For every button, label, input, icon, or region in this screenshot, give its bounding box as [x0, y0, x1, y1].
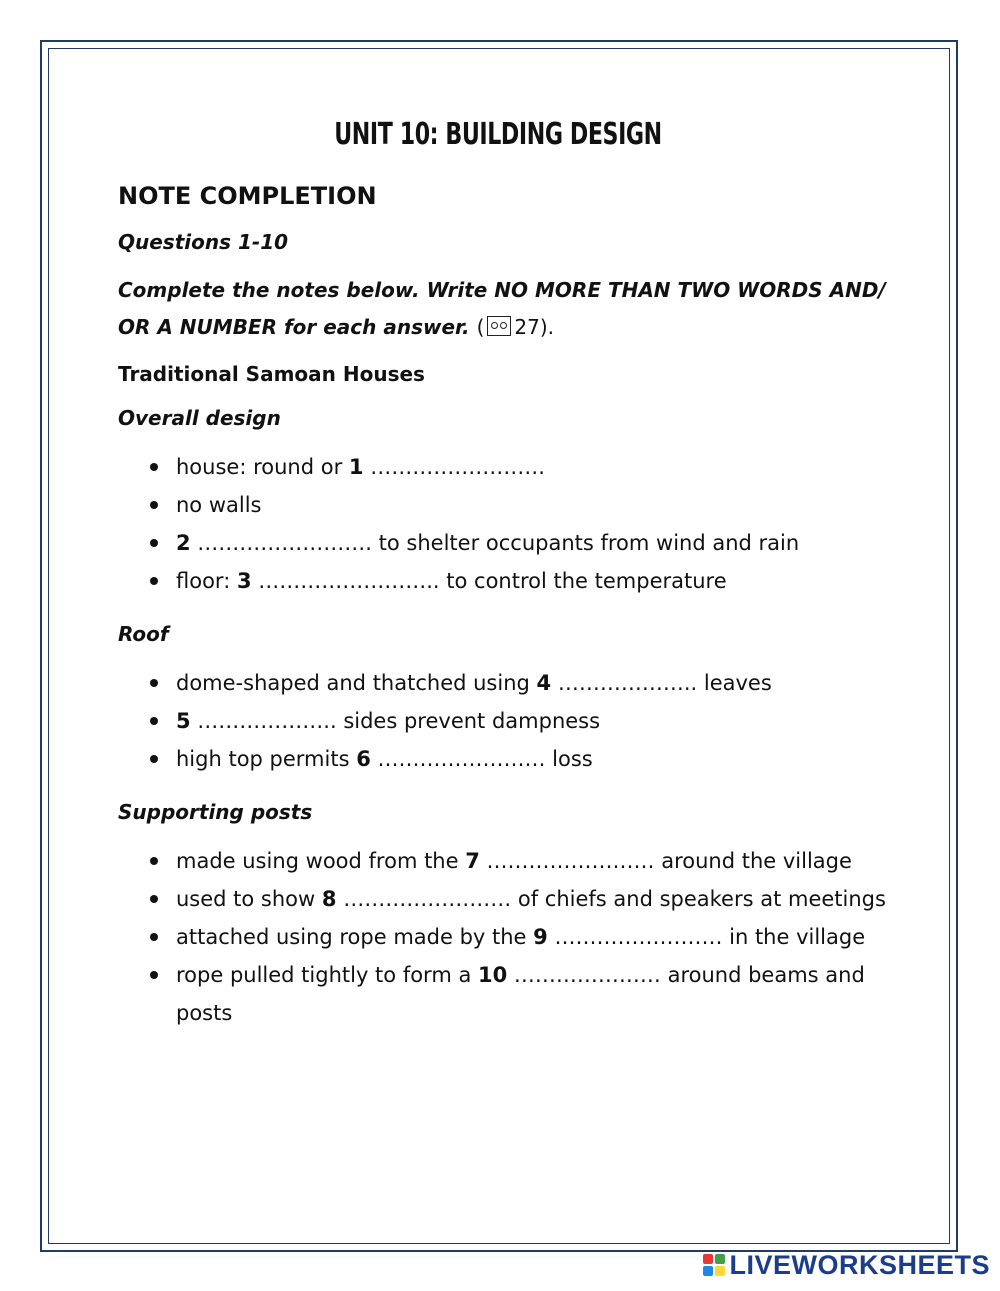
list-item: house: round or 1 ……………………. — [118, 448, 898, 486]
bullet-icon — [150, 895, 158, 903]
logo-square — [715, 1266, 725, 1276]
worksheet-content — [118, 110, 898, 1032]
instructions-line2: OR A NUMBER for each answer. — [118, 315, 470, 339]
list-item: no walls — [118, 486, 898, 524]
bullet-icon — [150, 971, 158, 979]
answer-blank[interactable]: …………………… loss — [370, 747, 593, 771]
answer-blank[interactable]: ……………….. leaves — [551, 671, 772, 695]
roof-list — [118, 664, 898, 778]
answer-blank[interactable]: ………………… around beams and posts — [176, 963, 865, 1025]
bullet-icon — [150, 539, 158, 547]
bullet-icon — [150, 501, 158, 509]
answer-blank[interactable]: ……………………. — [363, 455, 545, 479]
logo-square — [703, 1266, 713, 1276]
list-item: high top permits 6 …………………… loss — [118, 740, 898, 778]
questions-label: Questions 1-10 — [118, 230, 289, 254]
audio-track-number: 27 — [514, 315, 540, 339]
list-item: 2 ……………………. to shelter occupants from wind and rain — [118, 524, 898, 562]
overall-design-list — [118, 448, 898, 600]
logo-squares-icon — [703, 1254, 725, 1276]
bullet-icon — [150, 755, 158, 763]
notes-subtitle: Traditional Samoan Houses — [118, 362, 425, 386]
answer-blank[interactable]: ……………….. sides prevent dampness — [190, 709, 601, 733]
section-label-roof: Roof — [118, 622, 169, 646]
section-label-overall: Overall design — [118, 406, 281, 430]
answer-blank[interactable]: ……………………. to shelter occupants from wind and rain — [190, 531, 800, 555]
list-item: floor: 3 …………………….. to control the temperature — [118, 562, 898, 600]
paren-close: ). — [539, 315, 555, 339]
list-item: used to show 8 …………………… of chiefs and speakers at meetings — [118, 880, 898, 918]
audio-cassette-icon — [487, 316, 511, 336]
liveworksheets-logo — [703, 1251, 990, 1279]
list-item: 5 ……………….. sides prevent dampness — [118, 702, 898, 740]
bullet-icon — [150, 857, 158, 865]
bullet-icon — [150, 933, 158, 941]
answer-blank[interactable]: …………………… around the village — [479, 849, 852, 873]
logo-text: LIVEWORKSHEETS — [729, 1249, 990, 1280]
paren-open: ( — [476, 315, 485, 339]
bullet-icon — [150, 463, 158, 471]
answer-blank[interactable]: …………………… of chiefs and speakers at meetings — [336, 887, 886, 911]
logo-square — [703, 1254, 713, 1264]
answer-blank[interactable]: …………………… in the village — [547, 925, 866, 949]
list-item: made using wood from the 7 …………………… around the village — [118, 842, 898, 880]
instructions — [118, 272, 898, 346]
bullet-icon — [150, 679, 158, 687]
logo-square — [715, 1254, 725, 1264]
answer-blank[interactable]: …………………….. to control the temperature — [251, 569, 727, 593]
bullet-icon — [150, 717, 158, 725]
list-item: rope pulled tightly to form a 10 ………………… around beams and posts — [118, 956, 898, 1032]
supporting-posts-list — [118, 842, 898, 1032]
instructions-line1: Complete the notes below. Write NO MORE THAN TWO WORDS AND/ — [118, 278, 886, 302]
section-heading: NOTE COMPLETION — [118, 182, 377, 210]
list-item: attached using rope made by the 9 …………………… in the village — [118, 918, 898, 956]
list-item: dome-shaped and thatched using 4 ……………….. leaves — [118, 664, 898, 702]
page-title: UNIT 10: BUILDING DESIGN — [334, 117, 662, 152]
bullet-icon — [150, 577, 158, 585]
section-label-posts: Supporting posts — [118, 800, 313, 824]
